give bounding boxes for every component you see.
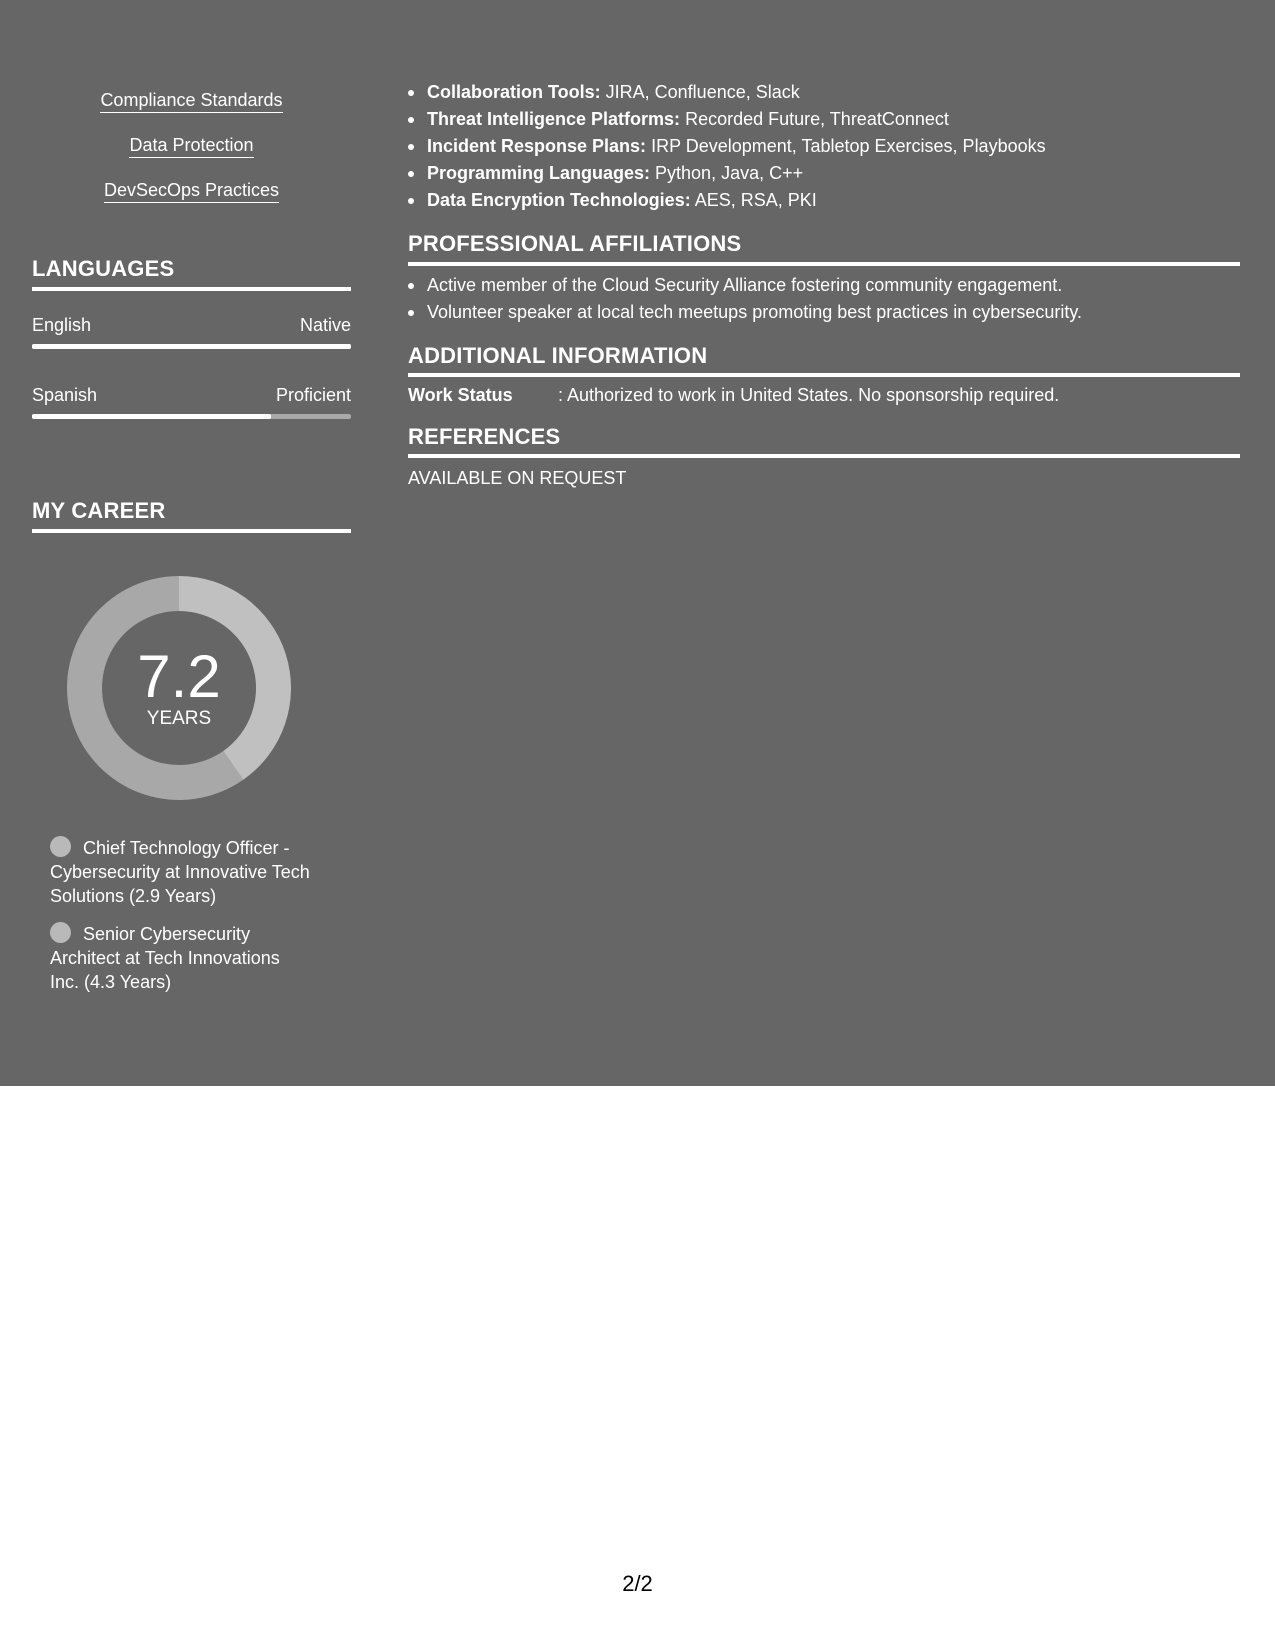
- skill-link-data-protection[interactable]: Data Protection: [32, 133, 351, 157]
- list-item: Active member of the Cloud Security Alliance fostering community engagement.: [427, 272, 1239, 299]
- references-text: AVAILABLE ON REQUEST: [408, 468, 627, 488]
- list-item: Threat Intelligence Platforms: Recorded Future, ThreatConnect: [427, 106, 1239, 133]
- language-name: Spanish: [32, 385, 98, 405]
- career-total-value: 7.2: [137, 643, 221, 710]
- additional-info-rule: [408, 373, 1240, 377]
- list-item: Data Encryption Technologies: AES, RSA, PKI: [427, 187, 1239, 214]
- career-donut-chart: [66, 575, 292, 801]
- skill-link-devsecops[interactable]: DevSecOps Practices: [32, 178, 351, 202]
- list-item: Programming Languages: Python, Java, C++: [427, 160, 1239, 187]
- language-row-spanish: [32, 383, 351, 407]
- career-dot-icon: [50, 922, 71, 943]
- career-item-cto: Chief Technology Officer - Cybersecurity at Innovative Tech Solutions (2.9 Years): [50, 838, 310, 906]
- work-status-value: : Authorized to work in United States. No sponsorship required.: [558, 385, 1060, 405]
- references-title: REFERENCES: [408, 424, 561, 449]
- additional-info-title: ADDITIONAL INFORMATION: [408, 343, 708, 368]
- career-title: MY CAREER: [32, 498, 166, 523]
- language-bar-english: [32, 344, 351, 349]
- skill-link-compliance[interactable]: Compliance Standards: [32, 88, 351, 112]
- list-item: Volunteer speaker at local tech meetups promoting best practices in cybersecurity.: [427, 299, 1239, 326]
- list-item: Collaboration Tools: JIRA, Confluence, Slack: [427, 79, 1239, 106]
- language-level: Proficient: [275, 385, 351, 405]
- work-status-label: Work Status: [408, 385, 513, 405]
- affiliations-rule: [408, 262, 1240, 266]
- language-level: Native: [299, 315, 351, 335]
- list-item: Incident Response Plans: IRP Development, Tabletop Exercises, Playbooks: [427, 133, 1239, 160]
- language-name: English: [32, 315, 92, 335]
- references-rule: [408, 454, 1240, 458]
- language-bar-fill: [32, 414, 271, 419]
- languages-rule: [32, 287, 351, 291]
- affiliations-list: [408, 272, 1239, 326]
- language-bar-fill: [32, 344, 351, 349]
- career-donut-center: [66, 575, 292, 801]
- skills-list: [408, 79, 1239, 214]
- career-dot-icon: [50, 836, 71, 857]
- affiliations-title: PROFESSIONAL AFFILIATIONS: [408, 231, 742, 256]
- career-item-architect: Senior Cybersecurity Architect at Tech Innovations Inc. (4.3 Years): [50, 924, 280, 992]
- page-number: 2/2: [622, 1571, 653, 1596]
- career-rule: [32, 529, 351, 533]
- work-status-row: [408, 383, 1059, 407]
- language-bar-spanish: [32, 414, 351, 419]
- career-total-unit: YEARS: [146, 708, 212, 729]
- languages-title: LANGUAGES: [32, 256, 175, 281]
- language-row-english: [32, 313, 351, 337]
